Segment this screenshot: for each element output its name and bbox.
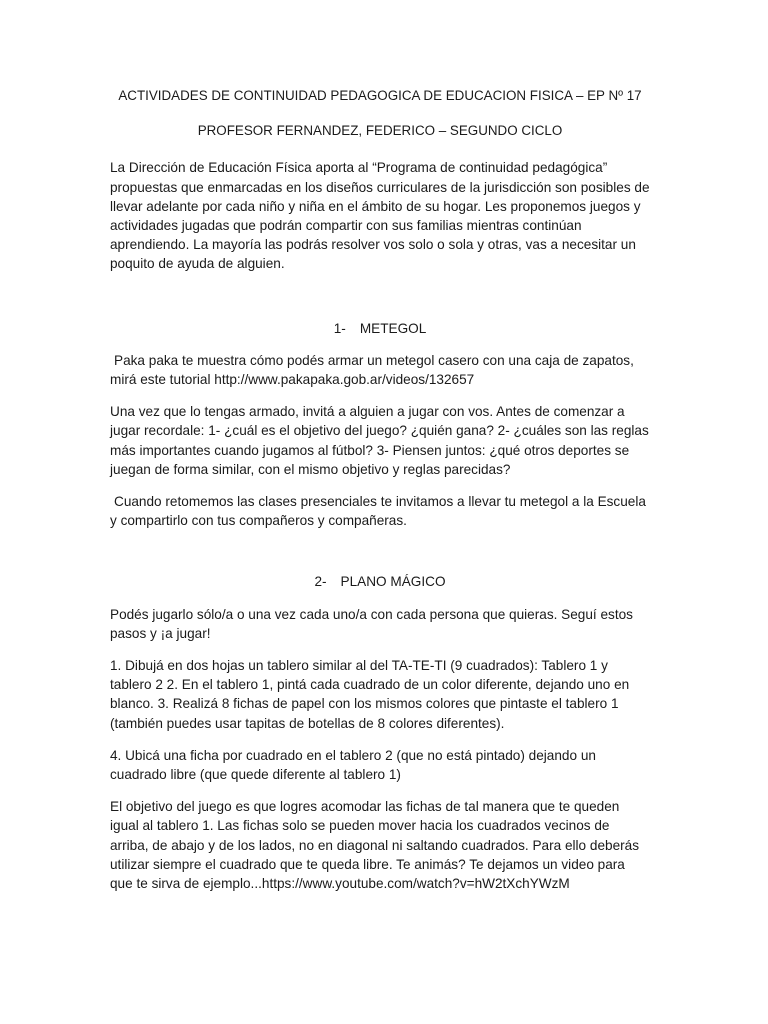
- document-subtitle: PROFESOR FERNANDEZ, FEDERICO – SEGUNDO CICLO: [197, 123, 563, 139]
- section-title: METEGOL: [359, 320, 427, 336]
- section-heading-plano-magico: [110, 572, 650, 591]
- document-title: ACTIVIDADES DE CONTINUIDAD PEDAGOGICA DE EDUCACION FISICA – EP Nº 17: [118, 88, 642, 103]
- section-number: 1-: [333, 320, 346, 336]
- plano-paragraph-2: 1. Dibujá en dos hojas un tablero similar al del TA-TE-TI (9 cuadrados): Tablero 1 y tablero 2 2. En el tablero 1, pintá cada cuadrado de un color diferente, dejando uno en blanco. 3. Realizá 8 fichas de papel con los mismos colores que pintaste el tablero 1 (también puedes usar tapitas de botellas de 8 colores diferentes).: [110, 658, 630, 731]
- metegol-paragraph-2: Una vez que lo tengas armado, invitá a alguien a jugar con vos. Antes de comenzar a jugar recordale: 1- ¿cuál es el objetivo del juego? ¿quién gana? 2- ¿cuáles son las reglas más importantes cuando jugamos al fútbol? 3- Piensen juntos: ¿qué otros deportes se juegan de forma similar, con el mismo objetivo y reglas parecidas?: [110, 404, 649, 477]
- section-title: PLANO MÁGICO: [340, 574, 446, 590]
- metegol-paragraph-1: Paka paka te muestra cómo podés armar un metegol casero con una caja de zapatos, mirá este tutorial http://www.pakapaka.gob.ar/videos/132657: [110, 352, 634, 388]
- plano-paragraph-4: El objetivo del juego es que logres acomodar las fichas de tal manera que te queden igual al tablero 1. Las fichas solo se pueden mover hacia los cuadrados vecinos de arriba, de abajo y de los lados, no en diagonal ni saltando cuadrados. Para ello deberás utilizar siempre el cuadrado que te queda libre. Te animás? Te dejamos un video para que te sirva de ejemplo...https://www.youtube.com/watch?v=hW2tXchYWzM: [110, 799, 640, 892]
- section-number: 2-: [314, 574, 327, 590]
- intro-paragraph: La Dirección de Educación Física aporta al “Programa de continuidad pedagógica” propuestas que enmarcadas en los diseños curriculares de la jurisdicción son posibles de llevar adelante por cada niño y niña en el ámbito de su hogar. Les proponemos juegos y actividades jugadas que podrán compartir con sus familias mientras continúan aprendiendo. La mayoría las podrás resolver vos solo o sola y otras, vas a necesitar un poquito de ayuda de alguien.: [110, 160, 650, 272]
- plano-paragraph-1: Podés jugarlo sólo/a o una vez cada uno/a con cada persona que quieras. Seguí estos pasos y ¡a jugar!: [110, 606, 633, 641]
- plano-paragraph-3: 4. Ubicá una ficha por cuadrado en el tablero 2 (que no está pintado) dejando un cuadrado libre (que quede diferente al tablero 1): [110, 747, 596, 783]
- section-heading-metegol: [110, 319, 650, 338]
- metegol-paragraph-3: Cuando retomemos las clases presenciales te invitamos a llevar tu metegol a la Escuela y compartirlo con tus compañeros y compañeras.: [110, 494, 646, 529]
